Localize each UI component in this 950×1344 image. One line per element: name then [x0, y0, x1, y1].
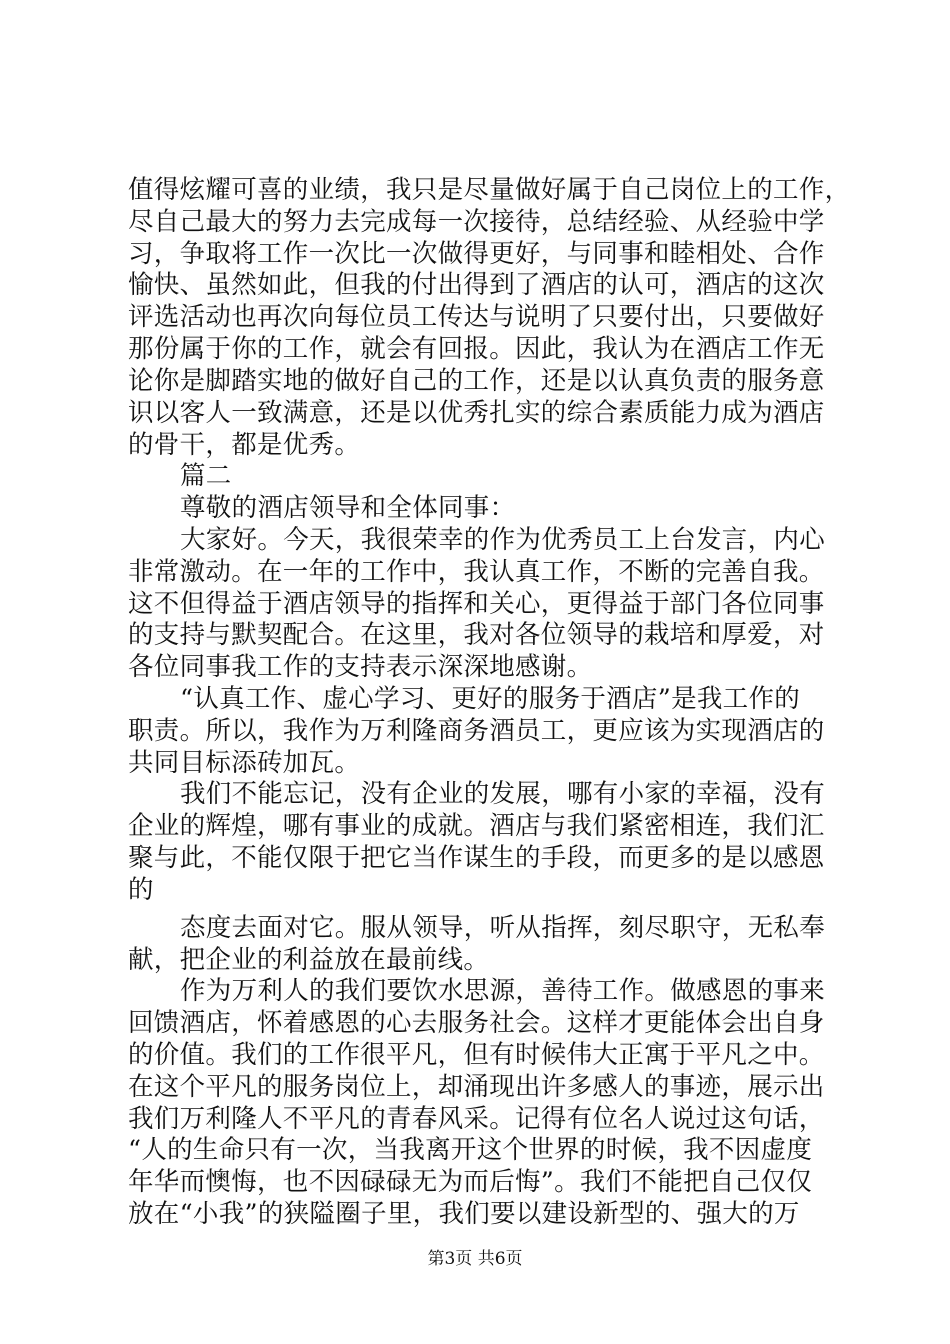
text-line: 愉快、虽然如此，但我的付出得到了酒店的认可，酒店的这次 [128, 270, 825, 301]
section-heading: 篇二 [180, 461, 232, 492]
text-line: 我们万利隆人不平凡的青春风采。记得有位名人说过这句话， [128, 1103, 825, 1134]
text-line: “人的生命只有一次，当我离开这个世界的时候，我不因虚度 [128, 1135, 813, 1166]
text-line: 在这个平凡的服务岗位上，却涌现出许多感人的事迹，展示出 [128, 1071, 825, 1102]
text-line: 职责。所以，我作为万利隆商务酒员工，更应该为实现酒店的 [128, 715, 825, 746]
text-line: 放在“小我”的狭隘圈子里，我们要以建设新型的、强大的万 [128, 1199, 800, 1229]
text-line: 那份属于你的工作，就会有回报。因此，我认为在酒店工作无 [128, 334, 825, 365]
text-line: 值得炫耀可喜的业绩，我只是尽量做好属于自己岗位上的工作， [128, 175, 851, 205]
text-line: 回馈酒店，怀着感恩的心去服务社会。这样才更能体会出自身 [128, 1008, 825, 1039]
text-line: 习，争取将工作一次比一次做得更好，与同事和睦相处、合作 [128, 238, 825, 269]
salutation: 尊敬的酒店领导和全体同事： [180, 493, 516, 524]
page-footer: 第3页 共6页 [427, 1249, 523, 1269]
text-line: 我们不能忘记，没有企业的发展，哪有小家的幸福，没有 [180, 779, 826, 810]
text-line: 企业的辉煌，哪有事业的成就。酒店与我们紧密相连，我们汇 [128, 811, 825, 842]
text-line: 非常激动。在一年的工作中，我认真工作，不断的完善自我。 [128, 556, 825, 587]
text-line: 各位同事我工作的支持表示深深地感谢。 [128, 652, 593, 683]
text-line: 的 [128, 874, 154, 905]
text-line: 的价值。我们的工作很平凡，但有时候伟大正寓于平凡之中。 [128, 1039, 825, 1070]
text-line: 共同目标添砖加瓦。 [128, 747, 361, 778]
text-line: 识以客人一致满意，还是以优秀扎实的综合素质能力成为酒店 [128, 397, 825, 428]
text-line: 年华而懊悔，也不因碌碌无为而后悔”。我们不能把自己仅仅 [128, 1167, 813, 1198]
text-line: 作为万利人的我们要饮水思源，善待工作。做感恩的事来 [180, 976, 826, 1007]
text-line: “认真工作、虚心学习、更好的服务于酒店”是我工作的 [180, 684, 801, 714]
text-line: 论你是脚踏实地的做好自己的工作，还是以认真负责的服务意 [128, 365, 825, 396]
text-line: 这不但得益于酒店领导的指挥和关心，更得益于部门各位同事 [128, 588, 825, 619]
text-line: 大家好。今天，我很荣幸的作为优秀员工上台发言，内心 [180, 524, 826, 555]
text-line: 态度去面对它。服从领导，听从指挥，刻尽职守，无私奉 [180, 912, 826, 943]
text-line: 的支持与默契配合。在这里，我对各位领导的栽培和厚爱，对 [128, 620, 825, 651]
text-line: 评选活动也再次向每位员工传达与说明了只要付出，只要做好 [128, 302, 825, 333]
text-line: 尽自己最大的努力去完成每一次接待，总结经验、从经验中学 [128, 206, 825, 237]
text-line: 聚与此，不能仅限于把它当作谋生的手段，而更多的是以感恩 [128, 843, 825, 874]
text-line: 献，把企业的利益放在最前线。 [128, 944, 490, 975]
text-line: 的骨干，都是优秀。 [128, 429, 361, 460]
